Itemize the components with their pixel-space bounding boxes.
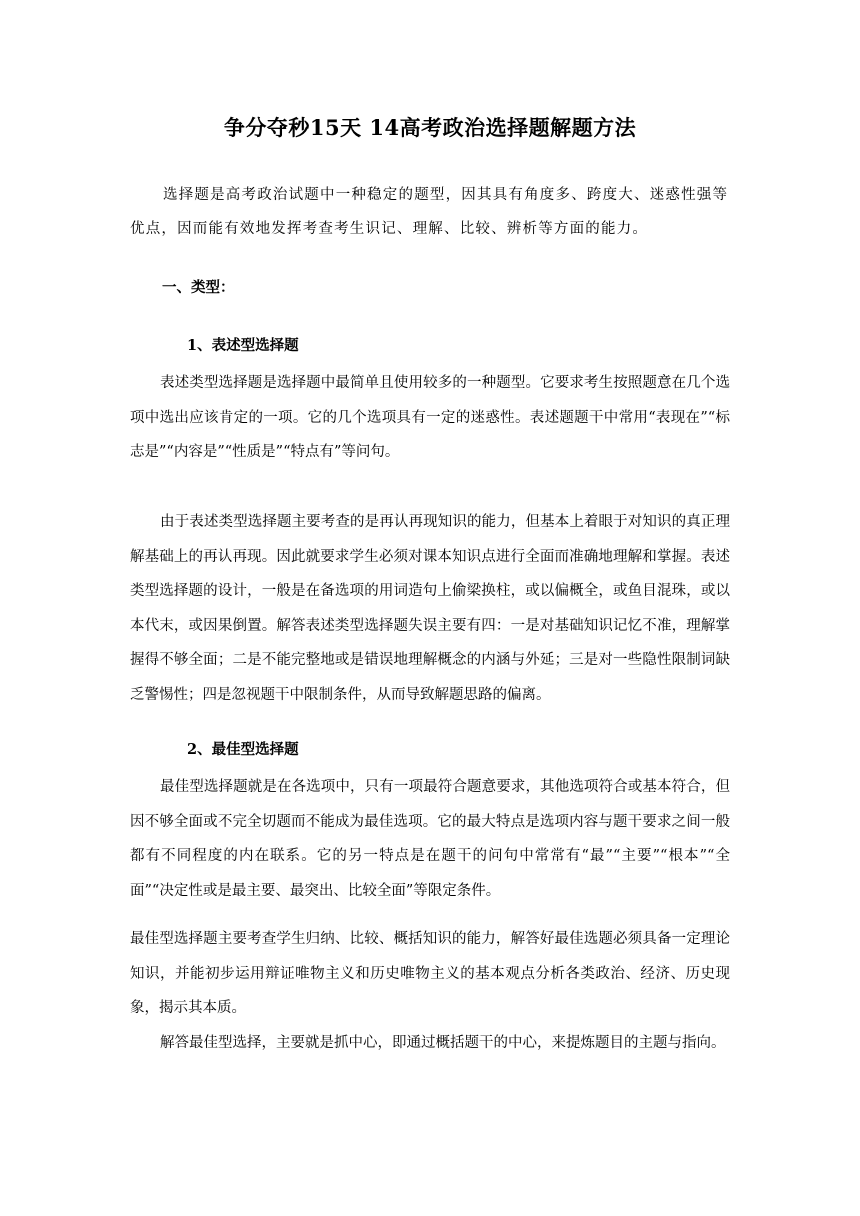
statement-type-paragraph-2: 由于表述类型选择题主要考查的是再认再现知识的能力，但基本上着眼于对知识的真正理解基础上的再认再现。因此就要求学生必须对课本知识点进行全面而准确地理解和掌握。表述类型选择题的设计，一般是在备选项的用词造句上偷梁换柱，或以偏概全，或鱼目混珠，或以本代末，或因果倒置。解答表述类型选择题失误主要有四：一是对基础知识记忆不准，理解掌握得不够全面；二是不能完整地或是错误地理解概念的内涵与外延；三是对一些隐性限制词缺乏警惕性；四是忽视题干中限制条件，从而导致解题思路的偏离。 [130, 514, 730, 703]
best-type-paragraph-3: 解答最佳型选择，主要就是抓中心，即通过概括题干的中心，来提炼题目的主题与指向。 [160, 1035, 726, 1051]
intro-paragraph: 选择题是高考政治试题中一种稳定的题型，因其具有角度多、跨度大、迷惑性强等优点，因而能有效地发挥考查考生识记、理解、比较、辨析等方面的能力。 [130, 187, 729, 237]
best-type-paragraph-1: 最佳型选择题就是在各选项中，只有一项最符合题意要求，其他选项符合或基本符合，但因不够全面或不完全切题而不能成为最佳选项。它的最大特点是选项内容与题干要求之间一般都有不同程度的内在联系。它的另一特点是在题干的问句中常常有“最”“主要”“根本”“全面”“决定性或是最主要、最突出、比较全面”等限定条件。 [130, 779, 730, 899]
subsection-heading-best-type: 2、最佳型选择题 [187, 741, 299, 758]
subsection-heading-statement-type: 1、表述型选择题 [187, 337, 299, 354]
section-heading-types: 一、类型： [162, 279, 235, 296]
statement-type-paragraph-1: 表述类型选择题是选择题中最简单且使用较多的一种题型。它要求考生按照题意在几个选项中选出应该肯定的一项。它的几个选项具有一定的迷惑性。表述题题干中常用“表现在”“标志是”“内容是”“性质是”“特点有”等问句。 [130, 375, 730, 460]
document-title: 争分夺秒15天 14高考政治选择题解题方法 [223, 115, 637, 140]
best-type-paragraph-2: 最佳型选择题主要考查学生归纳、比较、概括知识的能力，解答好最佳选题必须具备一定理论知识，并能初步运用辩证唯物主义和历史唯物主义的基本观点分析各类政治、经济、历史现象，揭示其本质。 [130, 931, 730, 1016]
